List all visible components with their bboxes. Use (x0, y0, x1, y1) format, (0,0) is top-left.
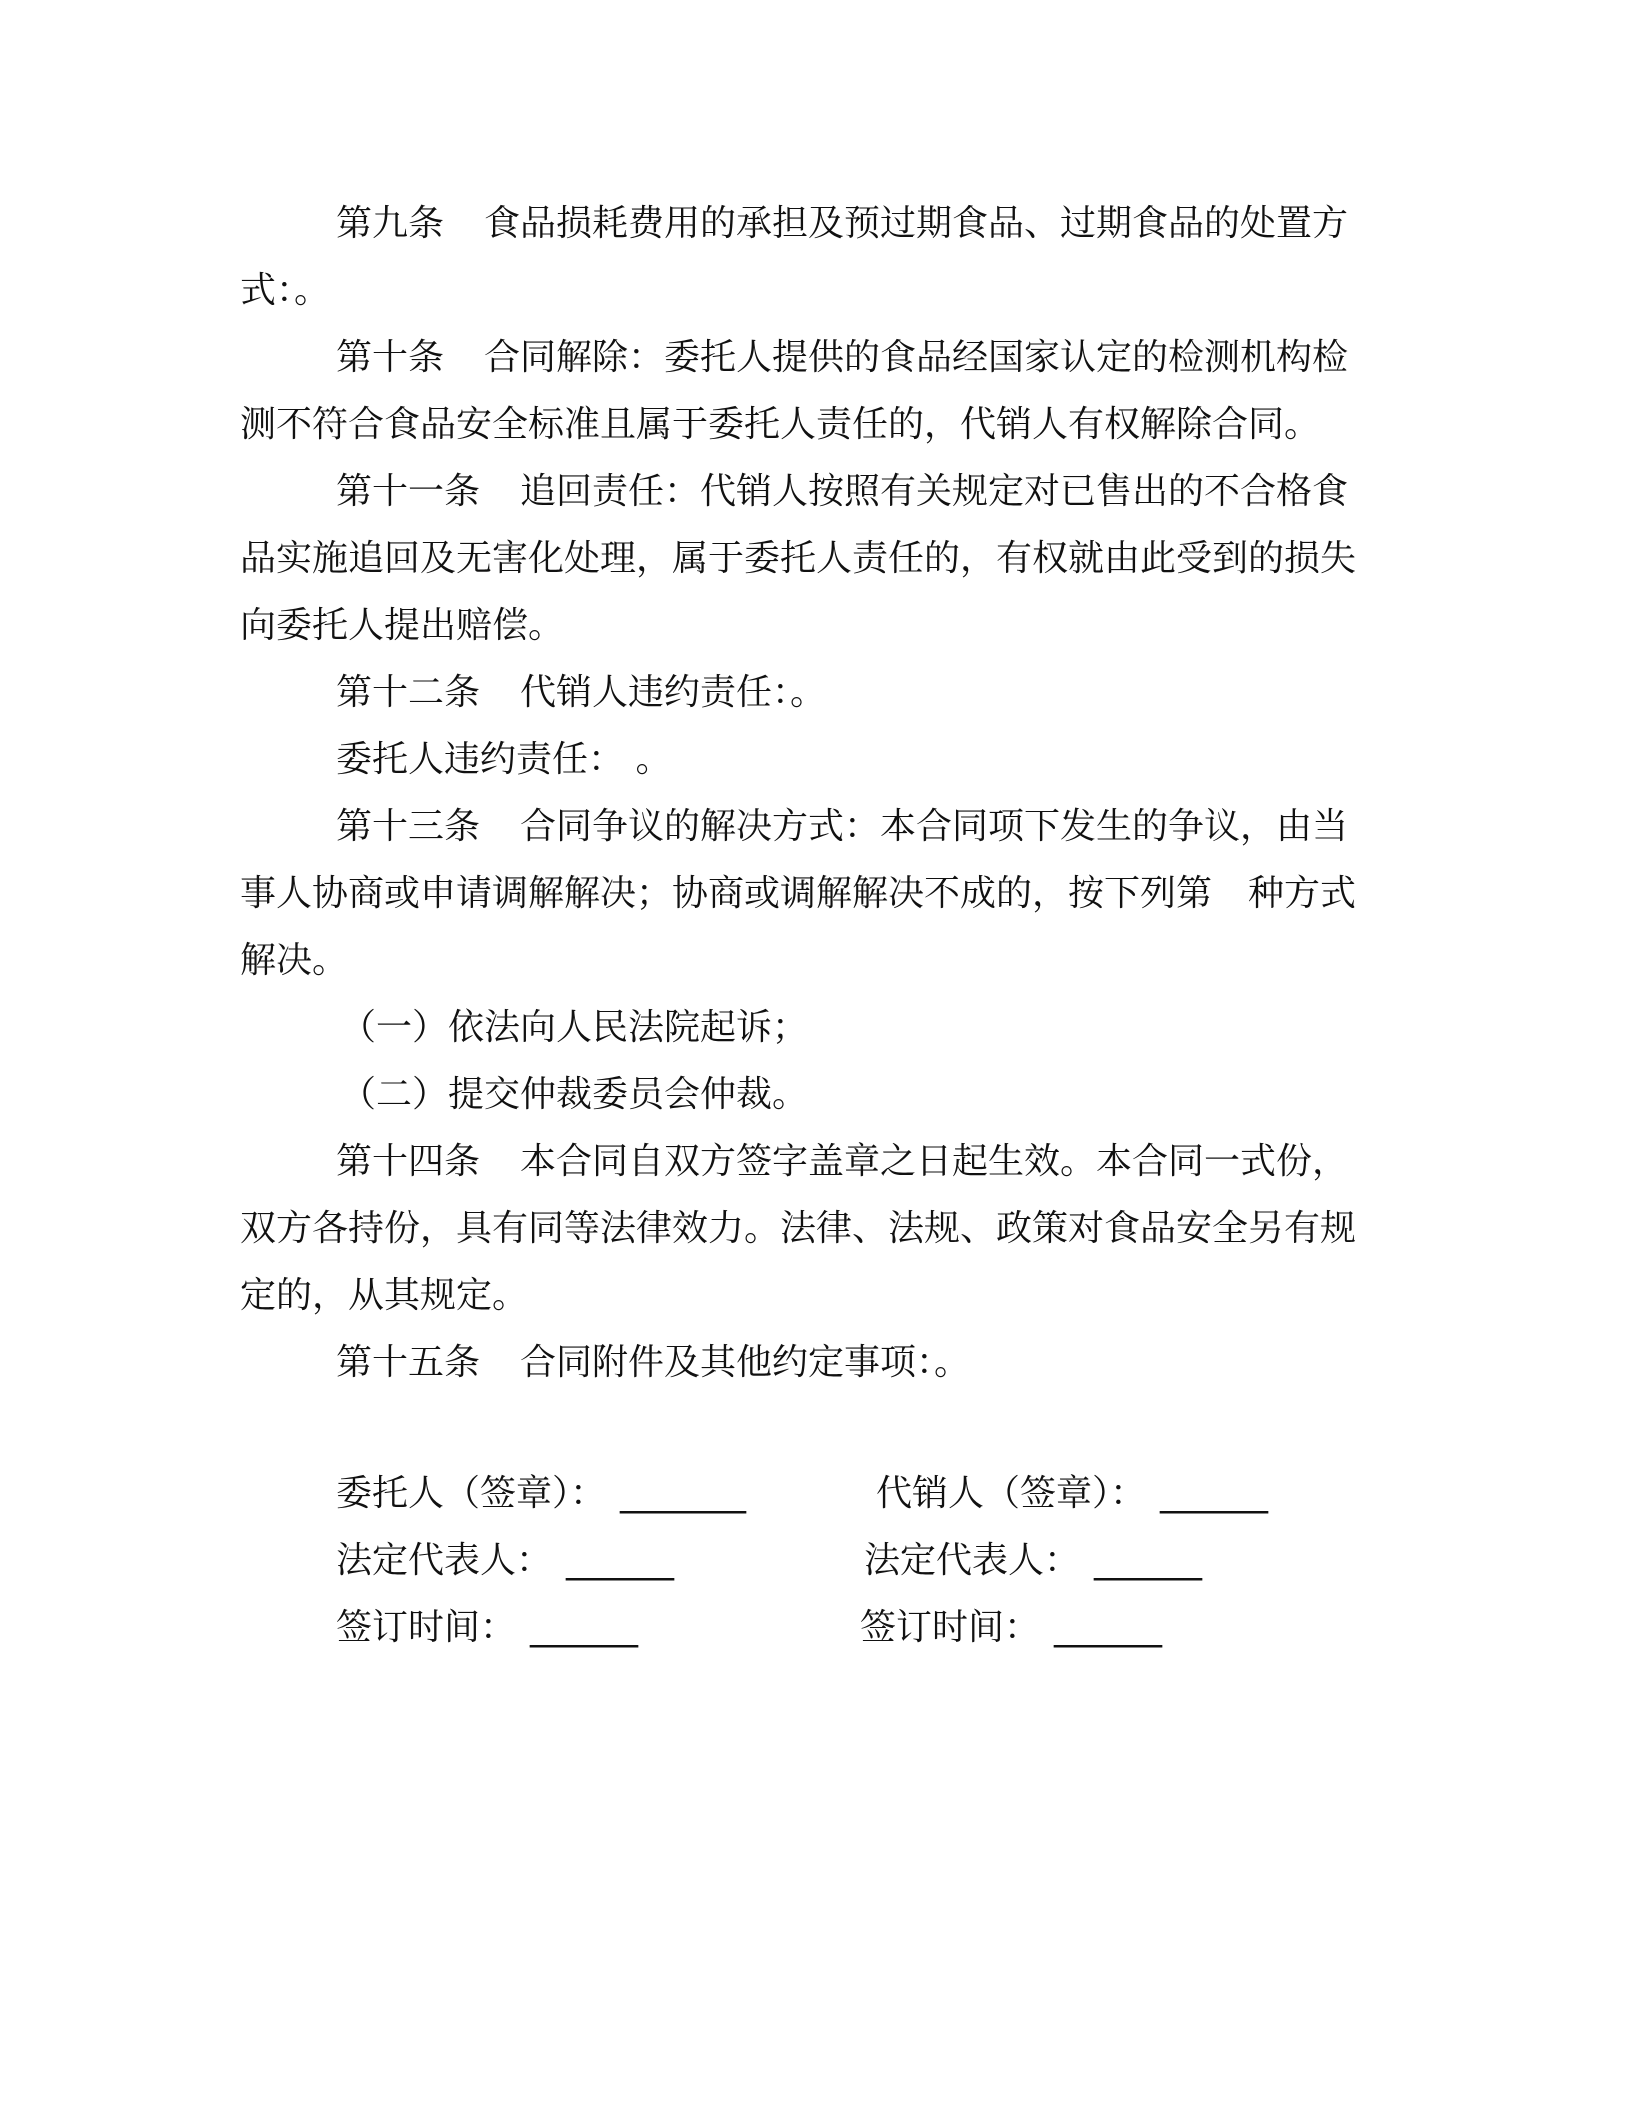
article-number: 第十四条 (336, 1141, 481, 1182)
article-text: 本合同自双方签字盖章之日起生效。本合同一式份，双方各持份，具有同等法律效力。法律、法规、政策对食品安全另有规定的，从其规定。 (240, 1141, 1357, 1316)
article-10 (240, 324, 1380, 458)
article-14 (240, 1128, 1380, 1329)
article-number: 第十三条 (336, 806, 481, 847)
signing-date-blank: ______ (530, 1607, 639, 1648)
principal-signature-label: 委托人（签章）： (336, 1473, 607, 1514)
legal-rep-blank: ______ (1094, 1540, 1203, 1581)
list-item-text: （一）依法向人民法院起诉； (340, 1007, 809, 1048)
article-text: 合同争议的解决方式：本合同项下发生的争议，由当事人协商或申请调解解决；协商或调解解决不成的，按下列第 种方式解决。 (240, 806, 1357, 981)
article-9 (240, 190, 1380, 324)
article-text: 追回责任：代销人按照有关规定对已售出的不合格食品实施追回及无害化处理，属于委托人责任的，有权就由此受到的损失向委托人提出赔偿。 (240, 471, 1357, 646)
principal-date-line (336, 1604, 638, 1652)
article-text: 合同解除：委托人提供的食品经国家认定的检测机构检测不符合食品安全标准且属于委托人责任的，代销人有权解除合同。 (240, 337, 1349, 445)
article-number: 第十五条 (336, 1342, 481, 1383)
article-11 (240, 458, 1380, 659)
article-number: 第十一条 (336, 471, 481, 512)
agent-date-line (860, 1604, 1162, 1652)
legal-rep-label: 法定代表人： (864, 1540, 1081, 1581)
article-text: 食品损耗费用的承担及预过期食品、过期食品的处置方式：。 (240, 203, 1349, 311)
signing-date-label: 签订时间： (860, 1607, 1041, 1648)
contract-body (240, 190, 1380, 1396)
article-text: 委托人违约责任： 。 (336, 739, 672, 780)
article-text: 合同附件及其他约定事项：。 (520, 1342, 971, 1383)
signing-date-blank: ______ (1054, 1607, 1163, 1648)
article-12 (240, 659, 1380, 726)
legal-rep-blank: ______ (566, 1540, 675, 1581)
dispute-option-2 (240, 1061, 1380, 1128)
article-number: 第十二条 (336, 672, 481, 713)
list-item-text: （二）提交仲裁委员会仲裁。 (340, 1074, 809, 1115)
principal-legal-rep-line (336, 1537, 674, 1585)
article-text: 代销人违约责任：。 (520, 672, 827, 713)
agent-legal-rep-line (864, 1537, 1202, 1585)
legal-rep-label: 法定代表人： (336, 1540, 553, 1581)
agent-signature-blank: ______ (1160, 1473, 1269, 1514)
article-number: 第十条 (336, 337, 445, 378)
principal-breach-liability (240, 726, 1380, 793)
principal-signature-blank: _______ (620, 1473, 747, 1514)
signing-date-label: 签订时间： (336, 1607, 517, 1648)
dispute-option-1 (240, 994, 1380, 1061)
article-15 (240, 1329, 1380, 1396)
agent-signature-label: 代销人（签章）： (876, 1473, 1147, 1514)
principal-signature-line (336, 1470, 746, 1518)
agent-signature-line (876, 1470, 1268, 1518)
article-13 (240, 793, 1380, 994)
article-number: 第九条 (336, 203, 445, 244)
